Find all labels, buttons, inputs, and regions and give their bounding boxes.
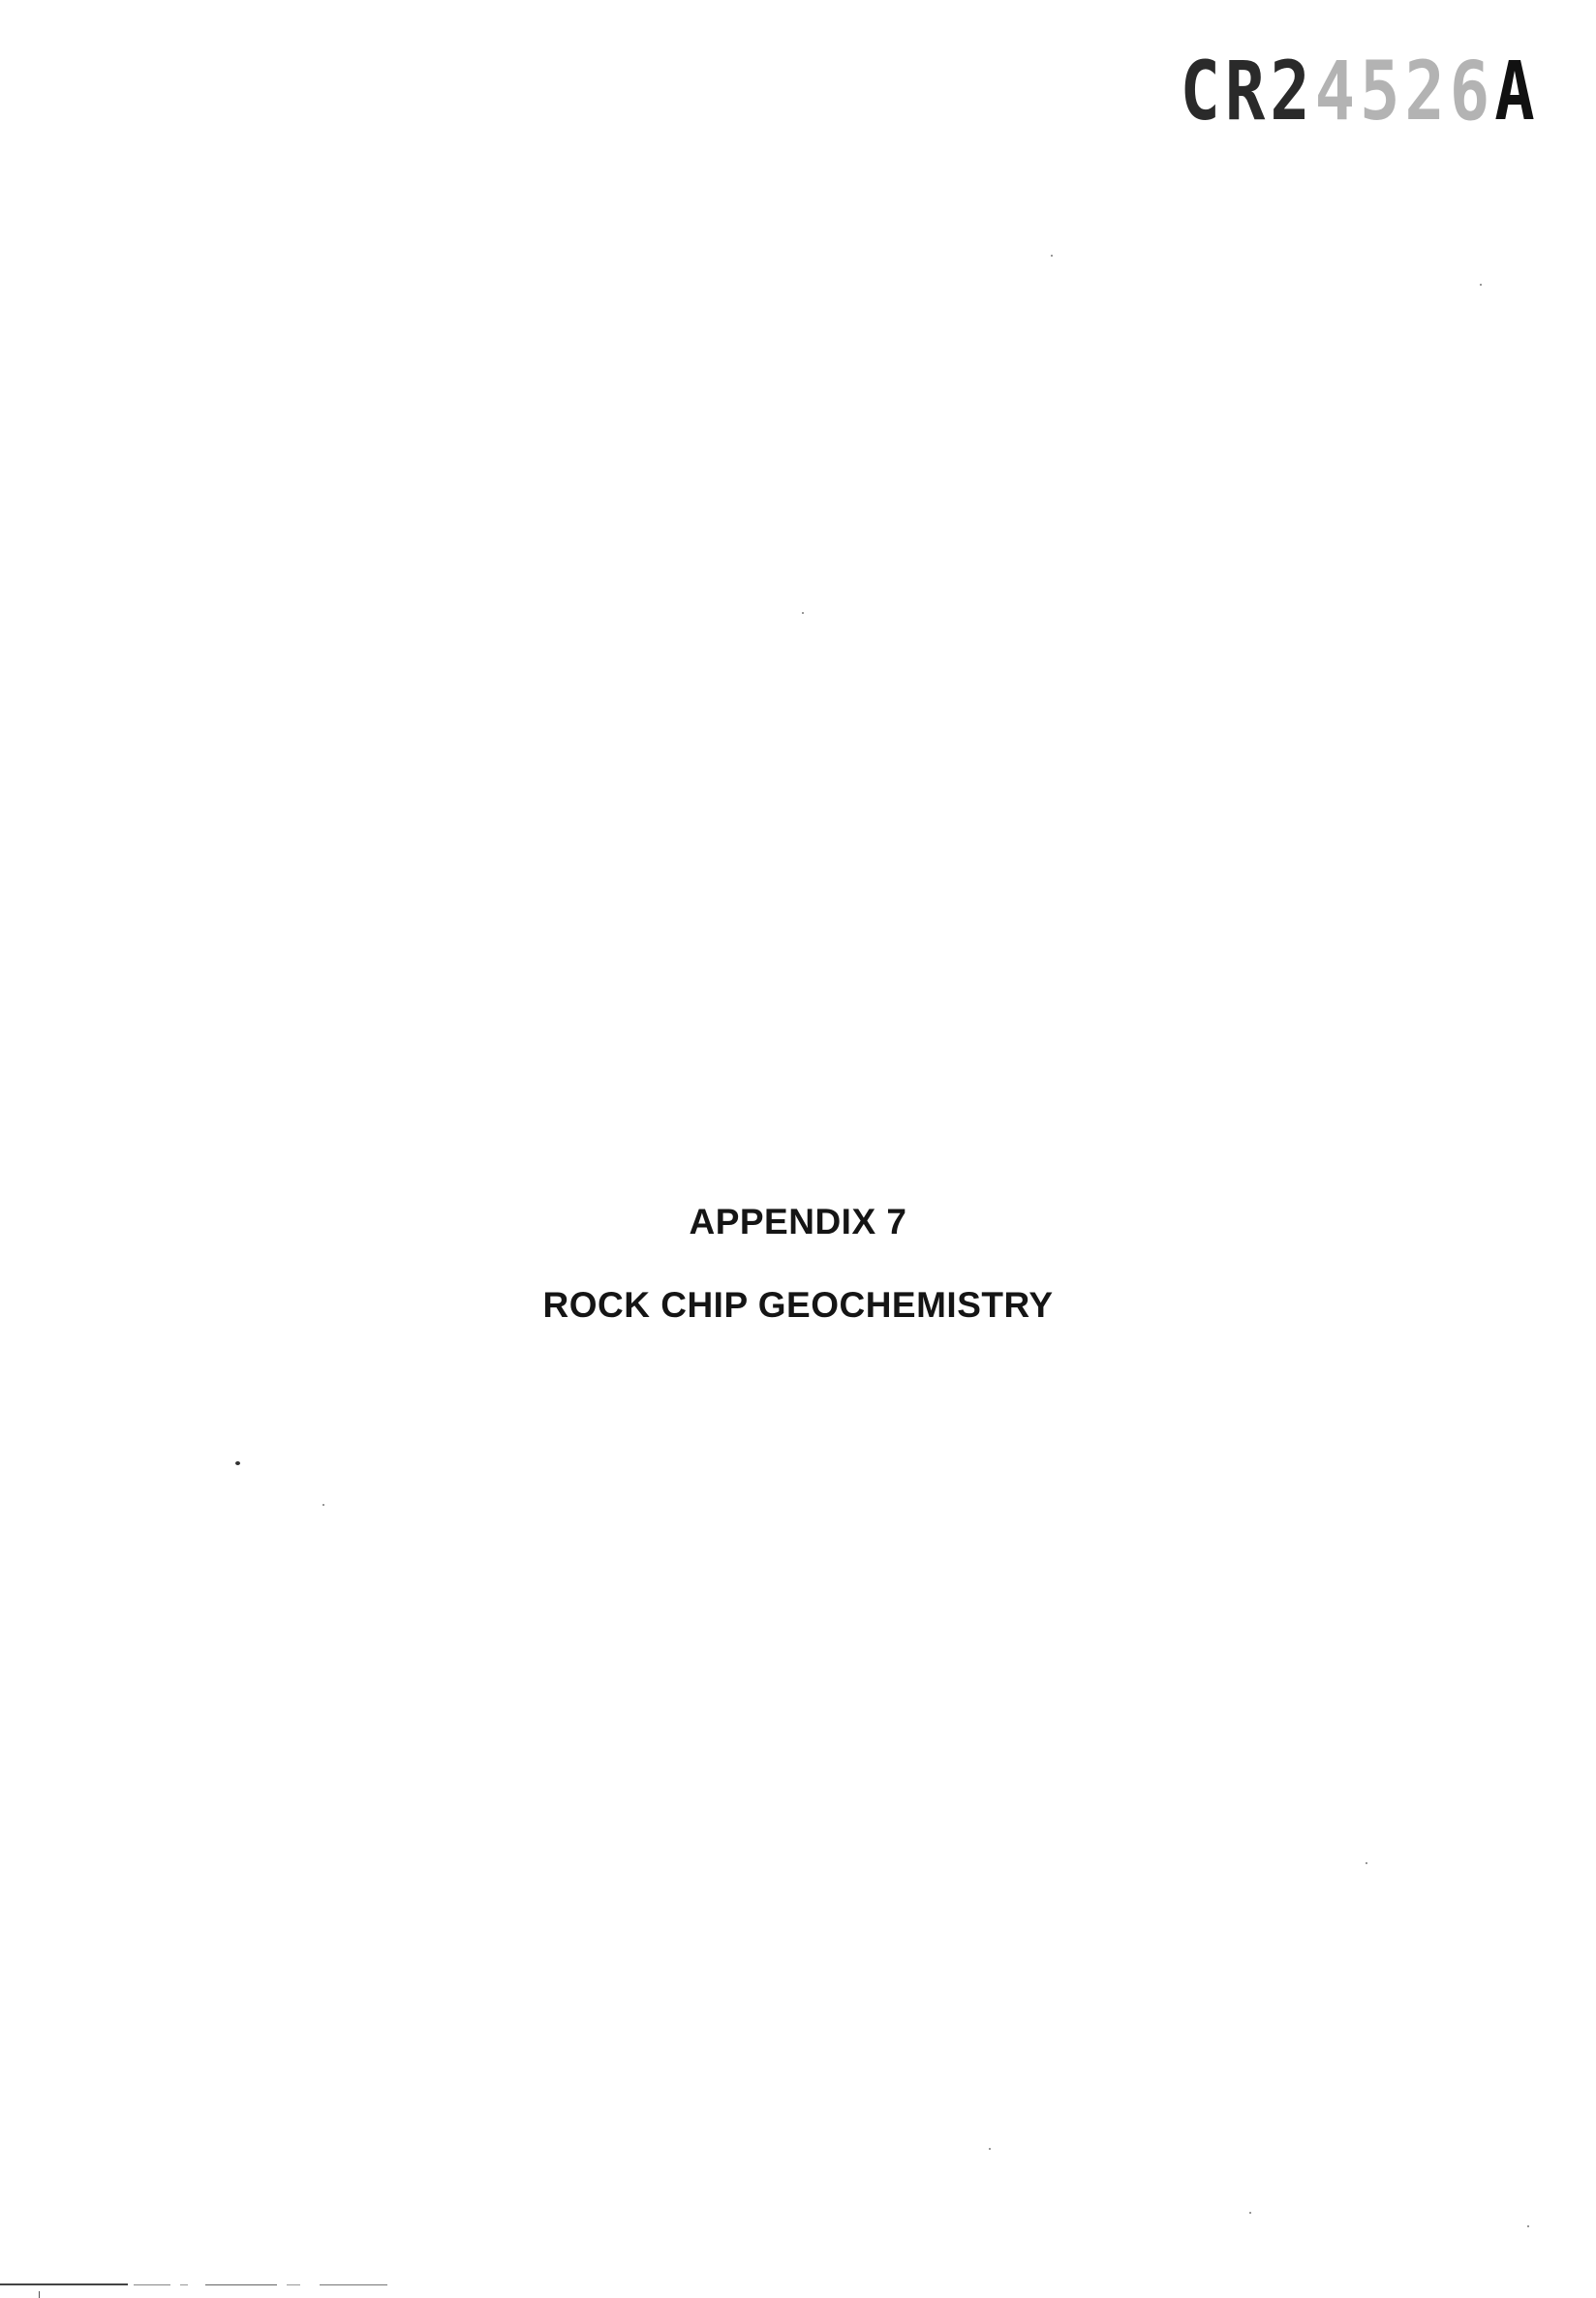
scan-speck bbox=[1249, 2212, 1251, 2214]
scan-line-artifact bbox=[287, 2284, 300, 2285]
appendix-title: APPENDIX 7 bbox=[689, 1202, 907, 1241]
scan-speck bbox=[802, 612, 804, 614]
scan-speck bbox=[322, 1504, 324, 1506]
document-code-suffix: A bbox=[1494, 44, 1540, 138]
appendix-subtitle: ROCK CHIP GEOCHEMISTRY bbox=[542, 1285, 1054, 1325]
scan-line-artifact bbox=[320, 2284, 387, 2285]
scan-speck bbox=[235, 1461, 240, 1465]
scan-speck bbox=[1527, 2225, 1529, 2227]
scan-line-artifact bbox=[205, 2284, 277, 2285]
scan-speck bbox=[989, 2148, 991, 2150]
document-code-prefix: CR2 bbox=[1180, 44, 1316, 138]
scan-line-artifact bbox=[39, 2291, 40, 2298]
scan-line-artifact bbox=[180, 2284, 188, 2285]
scan-speck bbox=[1051, 255, 1053, 257]
document-code-faded-digits: 4526 bbox=[1315, 44, 1495, 138]
scan-line-artifact bbox=[134, 2284, 170, 2285]
scan-speck bbox=[1480, 284, 1482, 286]
scan-line-artifact bbox=[0, 2283, 128, 2285]
document-code-stamp bbox=[1180, 44, 1540, 138]
scan-speck bbox=[1366, 1862, 1367, 1864]
